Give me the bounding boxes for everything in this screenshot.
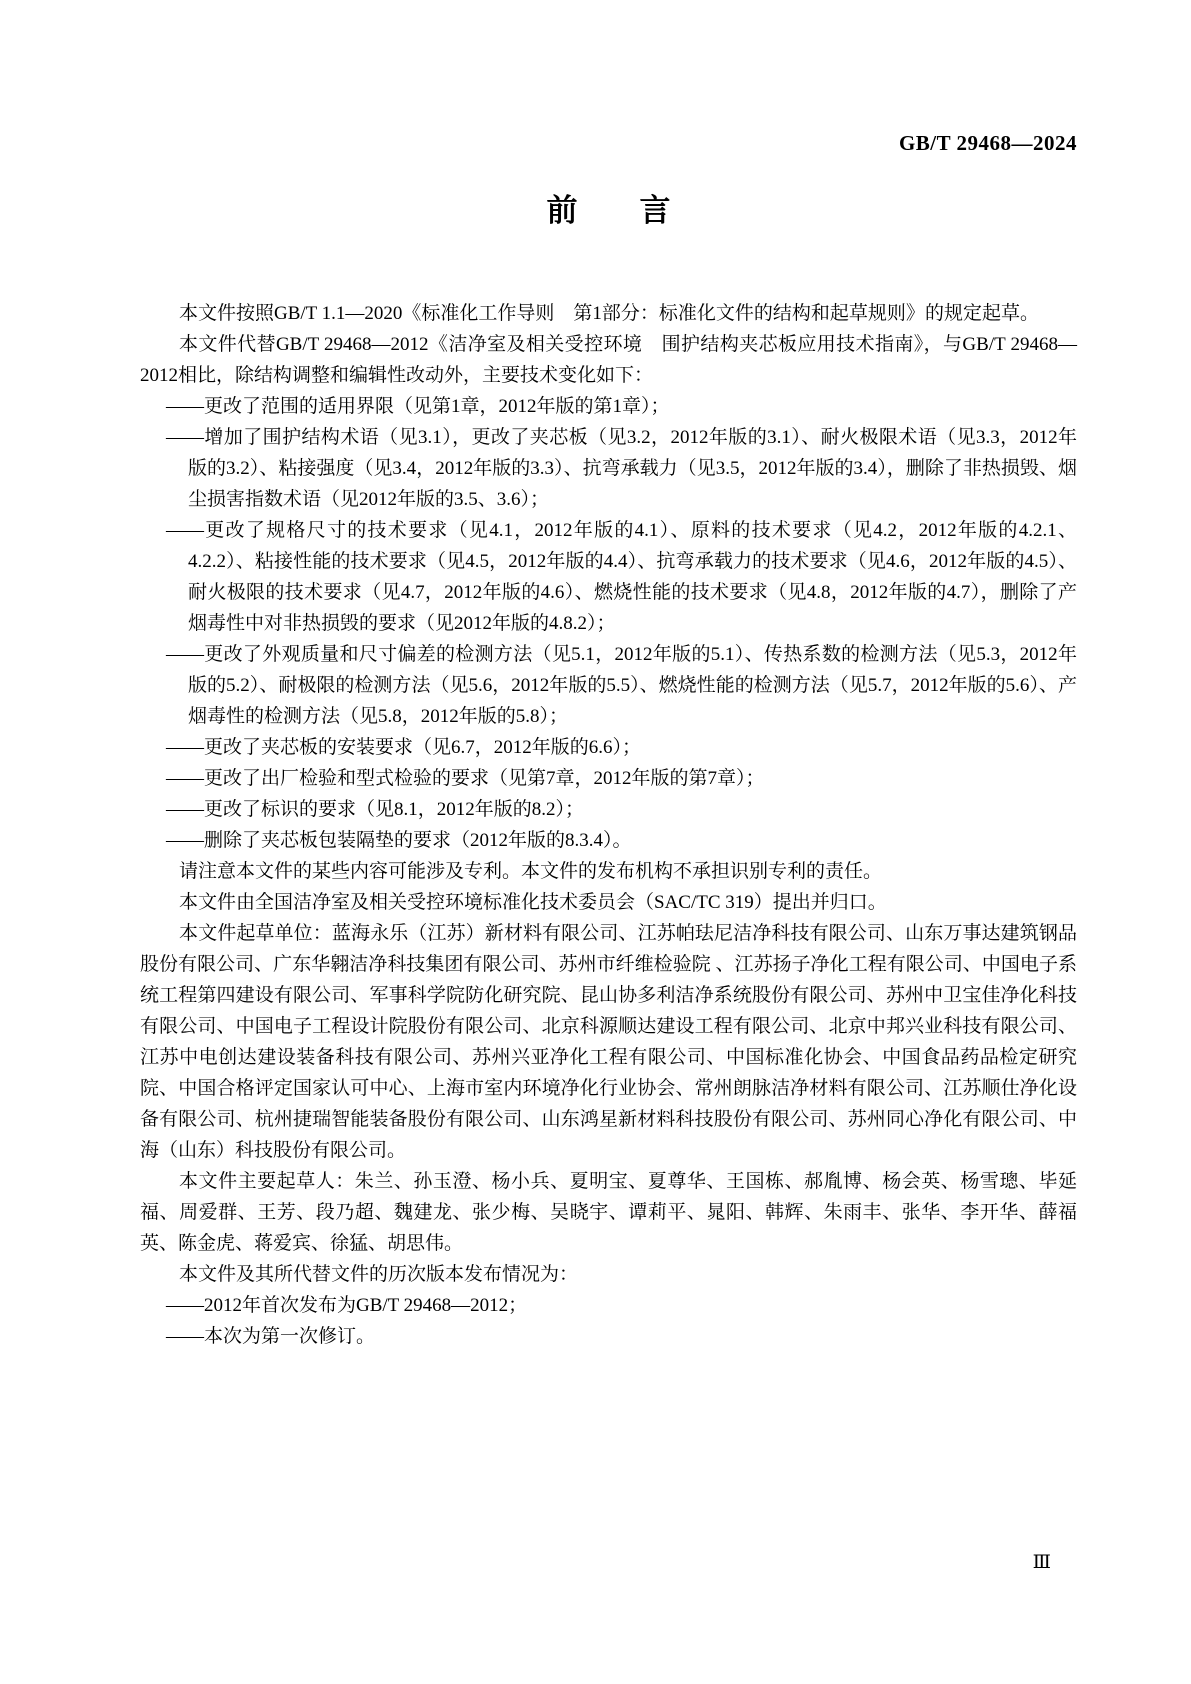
foreword-body	[140, 298, 1077, 1352]
paragraph: 本文件起草单位：蓝海永乐（江苏）新材料有限公司、江苏帕珐尼洁净科技有限公司、山东万事达建筑钢品股份有限公司、广东华翱洁净科技集团有限公司、苏州市纤维检验院 、江苏扬子净化工程有限公司、中国电子系统工程第四建设有限公司、军事科学院防化研究院、昆山协多利洁净系统股份有限公司、苏州中卫宝佳净化科技有限公司、中国电子工程设计院股份有限公司、北京科源顺达建设工程有限公司、北京中邦兴业科技有限公司、江苏中电创达建设装备科技有限公司、苏州兴亚净化工程有限公司、中国标准化协会、中国食品药品检定研究院、中国合格评定国家认可中心、上海市室内环境净化行业协会、常州朗脉洁净材料有限公司、江苏顺仕净化设备有限公司、杭州捷瑞智能装备股份有限公司、山东鸿星新材料科技股份有限公司、苏州同心净化有限公司、中海（山东）科技股份有限公司。	[140, 923, 1077, 1161]
dash-list-item: ——更改了范围的适用界限（见第1章，2012年版的第1章）；	[166, 396, 670, 417]
dash-list-item: ——更改了夹芯板的安装要求（见6.7，2012年版的6.6）；	[166, 737, 642, 758]
paragraph: 本文件代替GB/T 29468—2012《洁净室及相关受控环境 围护结构夹芯板应用技术指南》，与GB/T 29468—2012相比，除结构调整和编辑性改动外，主要技术变化如下：	[140, 334, 1077, 386]
dash-list-item: ——更改了出厂检验和型式检验的要求（见第7章，2012年版的第7章）；	[166, 768, 765, 789]
dash-list-item: ——删除了夹芯板包装隔垫的要求（2012年版的8.3.4）。	[166, 830, 632, 851]
paragraph: 请注意本文件的某些内容可能涉及专利。本文件的发布机构不承担识别专利的责任。	[179, 861, 883, 882]
dash-list-item: ——更改了外观质量和尺寸偏差的检测方法（见5.1，2012年版的5.1）、传热系数的检测方法（见5.3，2012年版的5.2）、耐极限的检测方法（见5.6，2012年版的5.5）、燃烧性能的检测方法（见5.7，2012年版的5.6）、产烟毒性的检测方法（见5.8，2012年版的5.8）；	[166, 644, 1077, 727]
paragraph: 本文件主要起草人：朱兰、孙玉澄、杨小兵、夏明宝、夏尊华、王国栋、郝胤博、杨会英、杨雪璁、毕延福、周爱群、王芳、段乃超、魏建龙、张少梅、吴晓宇、谭莉平、晁阳、韩辉、朱雨丰、张华、李开华、薛福英、陈金虎、蒋爱宾、徐猛、胡思伟。	[140, 1171, 1077, 1254]
paragraph: 本文件按照GB/T 1.1—2020《标准化工作导则 第1部分：标准化文件的结构和起草规则》的规定起草。	[179, 303, 1039, 324]
page-title: 前 言	[546, 193, 671, 228]
dash-list-item: ——增加了围护结构术语（见3.1），更改了夹芯板（见3.2，2012年版的3.1）、耐火极限术语（见3.3，2012年版的3.2）、粘接强度（见3.4，2012年版的3.3）、抗弯承载力（见3.5，2012年版的3.4），删除了非热损毁、烟尘损害指数术语（见2012年版的3.5、3.6）；	[166, 427, 1077, 510]
standard-code: GB/T 29468—2024	[898, 131, 1077, 155]
paragraph: 本文件由全国洁净室及相关受控环境标准化技术委员会（SAC/TC 319）提出并归口。	[179, 892, 887, 913]
dash-list-item: ——本次为第一次修订。	[166, 1326, 376, 1347]
dash-list-item: ——更改了规格尺寸的技术要求（见4.1，2012年版的4.1）、原料的技术要求（见4.2，2012年版的4.2.1、4.2.2）、粘接性能的技术要求（见4.5，2012年版的4.4）、抗弯承载力的技术要求（见4.6，2012年版的4.5）、耐火极限的技术要求（见4.7，2012年版的4.6）、燃烧性能的技术要求（见4.8，2012年版的4.7），删除了产烟毒性中对非热损毁的要求（见2012年版的4.8.2）；	[166, 520, 1077, 634]
paragraph: 本文件及其所代替文件的历次版本发布情况为：	[179, 1264, 579, 1285]
page-number: Ⅲ	[1032, 1552, 1051, 1573]
dash-list-item: ——2012年首次发布为GB/T 29468—2012；	[166, 1295, 528, 1316]
dash-list-item: ——更改了标识的要求（见8.1，2012年版的8.2）；	[166, 799, 585, 820]
